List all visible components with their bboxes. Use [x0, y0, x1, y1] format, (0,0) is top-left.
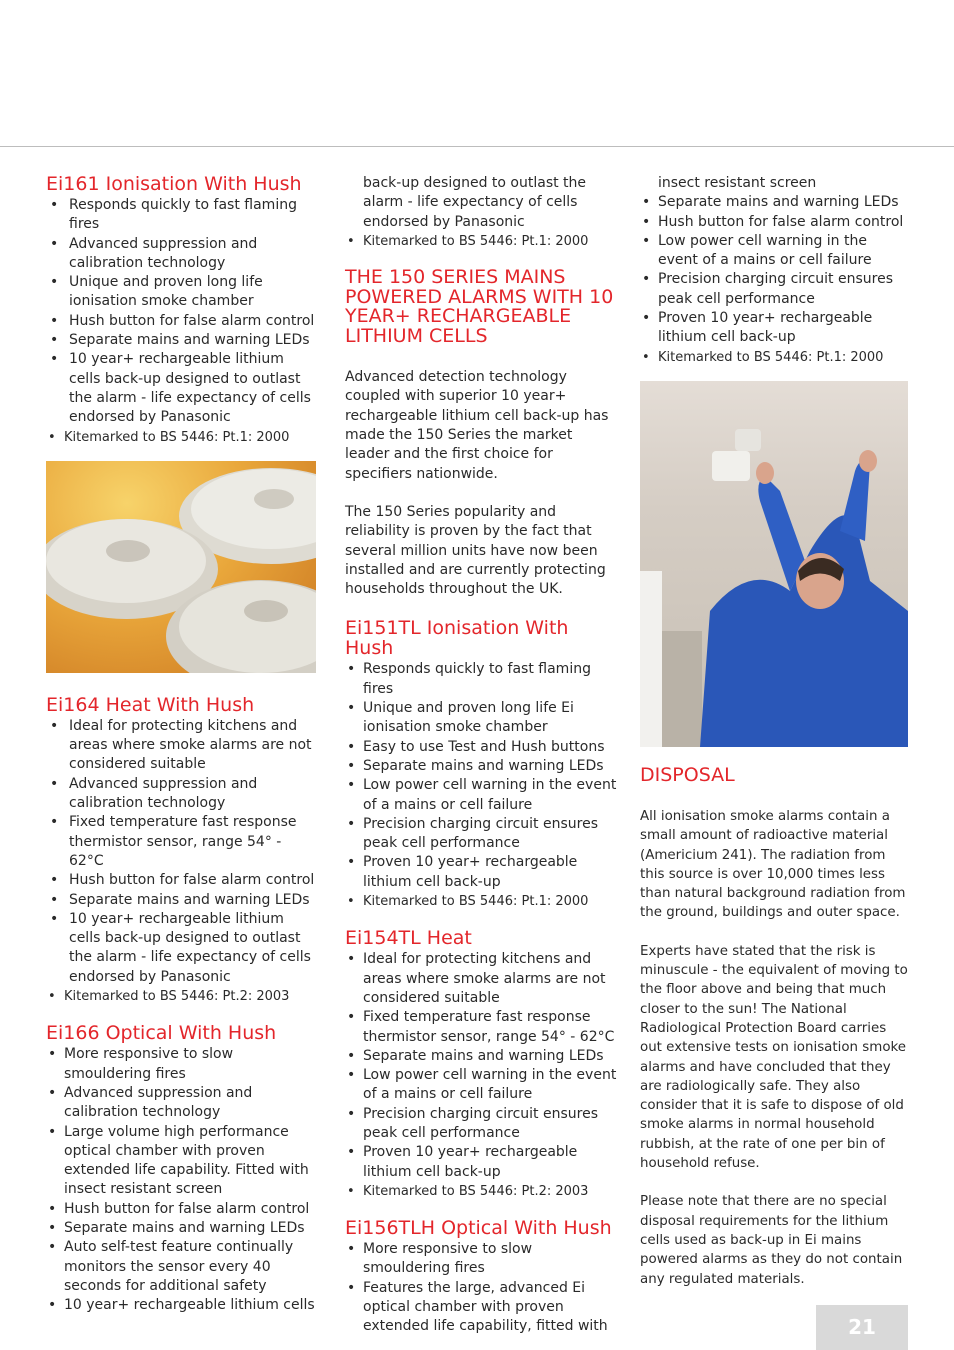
list-item: • Kitemarked to BS 5446: Pt.2: 2003 [46, 987, 318, 1006]
list-item: • More responsive to slow smouldering fires [46, 1045, 318, 1084]
list-item: insect resistant screen [658, 175, 817, 191]
column-3 [640, 174, 910, 1308]
list-item: • Proven 10 year+ rechargeable lithium cell back-up [345, 853, 617, 892]
list-item: • Features the large, advanced Ei optical chamber with proven extended life capability, fitted with [345, 1279, 617, 1337]
list-item: • Separate mains and warning LEDs [46, 1219, 318, 1238]
list-item: • 10 year+ rechargeable lithium cells back-up designed to outlast the alarm - life expectancy of cells endorsed by Panasonic [46, 910, 318, 987]
list-item: • Fixed temperature fast response thermistor sensor, range 54° - 62°C [46, 813, 318, 871]
list-item: • 10 year+ rechargeable lithium cells [46, 1296, 318, 1315]
list-item: • Ideal for protecting kitchens and areas where smoke alarms are not considered suitable [345, 950, 617, 1008]
list-item: • Separate mains and warning LEDs [345, 1047, 617, 1066]
disposal-paragraph: All ionisation smoke alarms contain a small amount of radioactive material (Americium 241). The radiation from this source is over 10,000 times less than natural background radiation from the ground, buildings and outer space. [640, 808, 906, 921]
list-item: • Proven 10 year+ rechargeable lithium cell back-up [345, 1143, 617, 1182]
list-item: • Unique and proven long life ionisation smoke chamber [46, 273, 318, 312]
list-item: • Ideal for protecting kitchens and areas where smoke alarms are not considered suitable [46, 717, 318, 775]
ei156-features-list [640, 193, 910, 367]
ei166-title: Ei166 Optical With Hush [46, 1022, 277, 1045]
list-item: • Auto self-test feature continually monitors the sensor every 40 seconds for additional safety [46, 1238, 318, 1296]
list-item: • Separate mains and warning LEDs [46, 891, 318, 910]
ei154-title: Ei154TL Heat [345, 927, 472, 950]
list-item: • Easy to use Test and Hush buttons [345, 738, 617, 757]
ei164-list [46, 717, 318, 1006]
list-item: • Kitemarked to BS 5446: Pt.1: 2000 [345, 892, 617, 911]
disposal-paragraph: Please note that there are no special disposal requirements for the lithium cells used as back-up in Ei mains powered alarms as they do not contain any regulated materials. [640, 1194, 903, 1287]
ei161-list [46, 196, 318, 447]
header-rule [0, 146, 954, 147]
list-item: • Responds quickly to fast flaming fires [46, 196, 318, 235]
list-item: • Proven 10 year+ rechargeable lithium cell back-up [640, 309, 910, 348]
ei156-title: Ei156TLH Optical With Hush [345, 1217, 612, 1240]
list-item: • 10 year+ rechargeable lithium cells back-up designed to outlast the alarm - life expectancy of cells endorsed by Panasonic [46, 350, 318, 427]
smoke-alarms-photo [46, 461, 316, 673]
ei166-list [46, 1045, 318, 1315]
list-item: • Kitemarked to BS 5446: Pt.1: 2000 [640, 348, 910, 367]
list-item: • Large volume high performance optical chamber with proven extended life capability. Fitted with insect resistant screen [46, 1123, 318, 1200]
list-item: • Separate mains and warning LEDs [640, 193, 910, 212]
ei164-title: Ei164 Heat With Hush [46, 693, 255, 716]
column-2 [345, 174, 617, 1337]
list-item: back-up designed to outlast the alarm - life expectancy of cells endorsed by Panasonic [363, 175, 587, 230]
installer-photo [640, 381, 908, 747]
list-item: • Hush button for false alarm control [46, 1200, 318, 1219]
ei154-list [345, 950, 617, 1201]
list-item: • Precision charging circuit ensures peak cell performance [345, 815, 617, 854]
list-item: • Low power cell warning in the event of a mains or cell failure [345, 776, 617, 815]
ei151-list [345, 660, 617, 911]
list-item: • More responsive to slow smouldering fires [345, 1240, 617, 1279]
list-item: • Kitemarked to BS 5446: Pt.1: 2000 [345, 232, 617, 251]
ei156-list [345, 1240, 617, 1336]
list-item: • Responds quickly to fast flaming fires [345, 660, 617, 699]
list-item: • Low power cell warning in the event of a mains or cell failure [640, 232, 910, 271]
list-item: • Advanced suppression and calibration technology [46, 775, 318, 814]
list-item: • Kitemarked to BS 5446: Pt.1: 2000 [46, 428, 318, 447]
list-item: • Low power cell warning in the event of a mains or cell failure [345, 1066, 617, 1105]
list-item: • Kitemarked to BS 5446: Pt.2: 2003 [345, 1182, 617, 1201]
series-title: THE 150 SERIES MAINS POWERED ALARMS WITH 10 YEAR+ RECHARGEABLE LITHIUM CELLS [345, 266, 614, 347]
list-item: • Unique and proven long life Ei ionisation smoke chamber [345, 699, 617, 738]
series-paragraph: Advanced detection technology coupled with superior 10 year+ rechargeable lithium cell back-up has made the 150 Series the market leader and the first choice for specifiers nationwide. [345, 369, 609, 482]
ei161-title: Ei161 Ionisation With Hush [46, 173, 302, 195]
continued-list [640, 174, 910, 193]
list-item: • Advanced suppression and calibration technology [46, 235, 318, 274]
list-item: • Advanced suppression and calibration technology [46, 1084, 318, 1123]
ei151-title: Ei151TL Ionisation With Hush [345, 617, 569, 660]
list-item: • Precision charging circuit ensures peak cell performance [345, 1105, 617, 1144]
list-item: • Precision charging circuit ensures peak cell performance [640, 270, 910, 309]
list-item: • Separate mains and warning LEDs [345, 757, 617, 776]
page-number: 21 [816, 1305, 908, 1350]
series-paragraph: The 150 Series popularity and reliability is proven by the fact that several million units have now been installed and are currently protecting households throughout the UK. [345, 503, 606, 598]
list-item: • Fixed temperature fast response thermistor sensor, range 54° - 62°C [345, 1008, 617, 1047]
disposal-title: DISPOSAL [640, 763, 735, 786]
list-item: • Hush button for false alarm control [46, 871, 318, 890]
list-item: • Hush button for false alarm control [46, 312, 318, 331]
column-1 [46, 174, 318, 1315]
continued-list [345, 174, 617, 251]
list-item: • Separate mains and warning LEDs [46, 331, 318, 350]
disposal-paragraph: Experts have stated that the risk is minuscule - the equivalent of moving to the floor above and being that much closer to the sun! The National Radiological Protection Board carries out extensive tests on ionisation smoke alarms and have concluded that they are radiologically safe. They also consider that it is safe to dispose of old smoke alarms in normal household rubbish, at the rate of one per bin of household refuse. [640, 943, 908, 1172]
list-item: • Hush button for false alarm control [640, 213, 910, 232]
